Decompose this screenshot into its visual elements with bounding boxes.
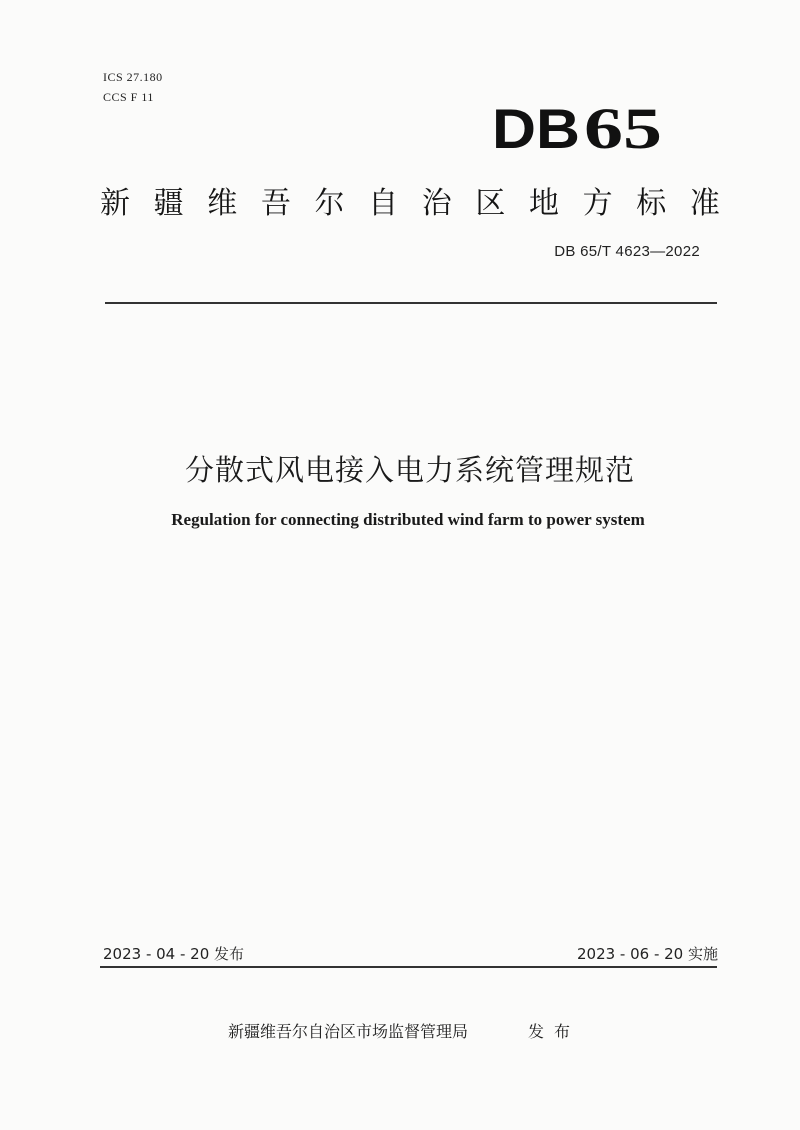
org-char: 维	[207, 186, 238, 221]
org-char: 自	[368, 186, 399, 221]
top-divider	[105, 302, 717, 304]
issuing-authority-title	[100, 178, 720, 222]
org-char: 疆	[153, 186, 184, 221]
org-char: 准	[689, 186, 720, 221]
org-char: 区	[475, 186, 506, 221]
title-english: Regulation for connecting distributed wind farm to power system	[171, 510, 645, 529]
implementation-date: 2023 - 06 - 20 实施	[576, 945, 718, 963]
ics-code: ICS 27.180	[103, 70, 163, 84]
publish-label: 发布	[528, 1022, 581, 1041]
bottom-divider	[100, 966, 717, 968]
ccs-code: CCS F 11	[103, 90, 154, 104]
logo-db-letters: DB	[492, 100, 580, 160]
publisher-name: 新疆维吾尔自治区市场监督管理局	[228, 1022, 469, 1041]
issue-date: 2023 - 04 - 20 发布	[103, 945, 245, 963]
org-char: 治	[421, 186, 452, 221]
org-char: 方	[582, 186, 613, 221]
org-char: 地	[529, 186, 559, 221]
standard-number: DB 65/T 4623—2022	[554, 243, 700, 260]
org-char: 标	[636, 186, 667, 221]
db65-logo	[492, 100, 672, 160]
logo-number: 65	[584, 100, 662, 160]
org-char: 尔	[314, 186, 345, 221]
org-char: 吾	[260, 186, 291, 221]
title-chinese: 分散式风电接入电力系统管理规范	[184, 453, 635, 487]
org-char: 新	[100, 186, 130, 221]
